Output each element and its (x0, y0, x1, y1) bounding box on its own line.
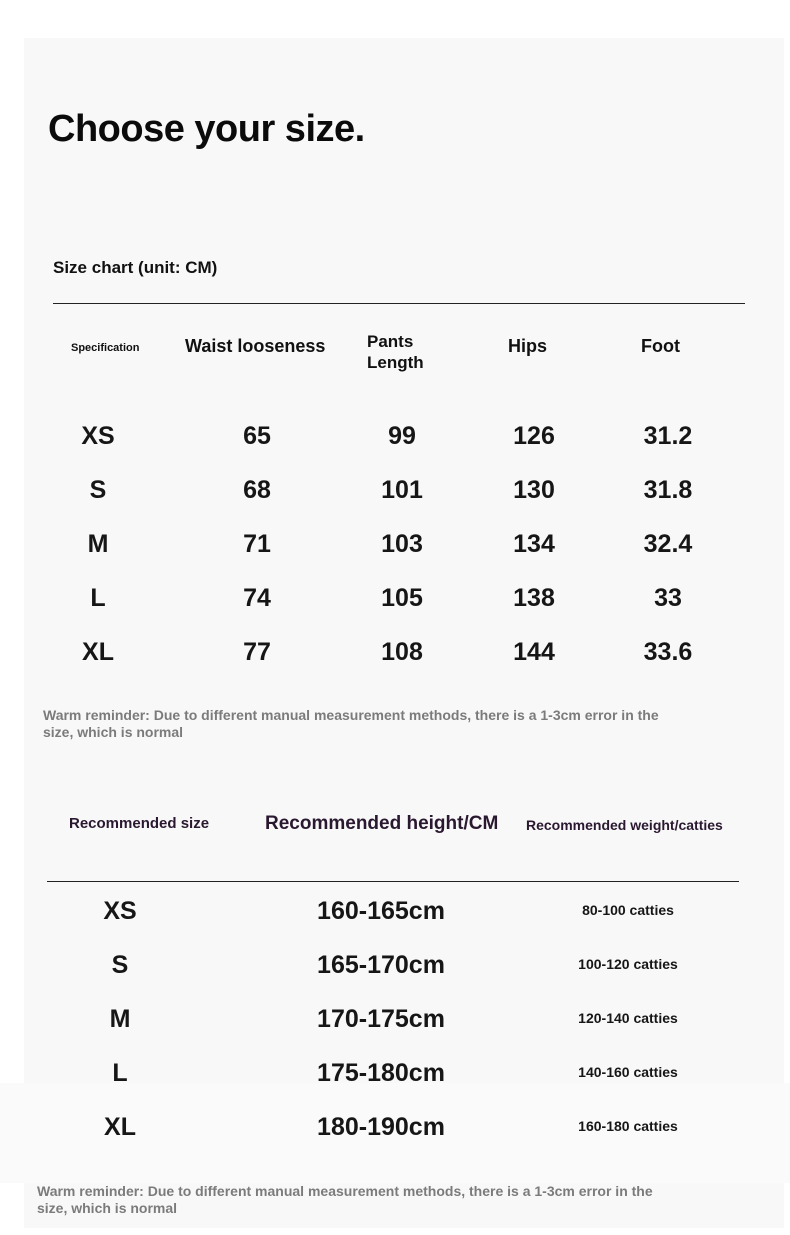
recommend-height-cell: 180-190cm (317, 1113, 445, 1141)
foot-cell: 31.8 (643, 476, 693, 504)
recommend-size-cell: S (111, 951, 129, 979)
waist-cell: 65 (243, 422, 271, 450)
foot-cell: 33 (654, 584, 682, 612)
hips-cell: 144 (513, 638, 555, 666)
recommend-weight-cell: 140-160 catties (578, 1064, 678, 1080)
size-chart-divider (53, 303, 745, 304)
background-panel (24, 38, 784, 1228)
recommend-divider (47, 881, 739, 882)
header-hips: Hips (508, 336, 548, 356)
header-waist-looseness: Waist looseness (185, 336, 326, 356)
size-cell: L (90, 584, 106, 612)
hips-cell: 134 (513, 530, 555, 558)
recommend-weight-cell: 80-100 catties (582, 902, 674, 918)
recommend-size-cell: XS (103, 897, 137, 925)
header-recommended-height: Recommended height/CM (265, 813, 499, 834)
recommend-height-cell: 170-175cm (317, 1005, 445, 1033)
pants-length-cell: 103 (381, 530, 423, 558)
size-chart-caption: Size chart (unit: CM) (53, 258, 218, 277)
pants-length-cell: 108 (381, 638, 423, 666)
recommend-size-cell: L (112, 1059, 128, 1087)
recommend-height-cell: 175-180cm (317, 1059, 445, 1087)
foot-cell: 31.2 (643, 422, 693, 450)
pants-length-cell: 99 (388, 422, 416, 450)
pants-length-cell: 105 (381, 584, 423, 612)
hips-cell: 138 (513, 584, 555, 612)
recommend-height-cell: 160-165cm (317, 897, 445, 925)
pants-length-cell: 101 (381, 476, 423, 504)
hips-cell: 126 (513, 422, 555, 450)
size-cell: M (87, 530, 109, 558)
waist-cell: 68 (243, 476, 271, 504)
recommend-height-cell: 165-170cm (317, 951, 445, 979)
size-cell: XS (81, 422, 115, 450)
hips-cell: 130 (513, 476, 555, 504)
header-foot: Foot (641, 336, 680, 356)
recommend-reminder: Warm reminder: Due to different manual measurement methods, there is a 1-3cm error in the size, which is normal (37, 1183, 653, 1216)
size-cell: XL (82, 638, 114, 666)
header-pants-length: Pants Length (367, 332, 424, 372)
waist-cell: 77 (243, 638, 271, 666)
size-chart-reminder: Warm reminder: Due to different manual measurement methods, there is a 1-3cm error in the size, which is normal (43, 707, 659, 740)
recommend-weight-cell: 100-120 catties (578, 956, 678, 972)
recommend-weight-cell: 120-140 catties (578, 1010, 678, 1026)
foot-cell: 32.4 (643, 530, 693, 558)
recommend-size-cell: M (109, 1005, 131, 1033)
header-recommended-size: Recommended size (69, 815, 210, 832)
waist-cell: 71 (243, 530, 271, 558)
recommend-size-cell: XL (104, 1113, 136, 1141)
page-title: Choose your size. (48, 108, 365, 150)
waist-cell: 74 (243, 584, 271, 612)
size-cell: S (89, 476, 107, 504)
recommend-weight-cell: 160-180 catties (578, 1118, 678, 1134)
header-recommended-weight: Recommended weight/catties (526, 817, 723, 833)
header-specification: Specification (71, 342, 140, 354)
foot-cell: 33.6 (643, 638, 693, 666)
